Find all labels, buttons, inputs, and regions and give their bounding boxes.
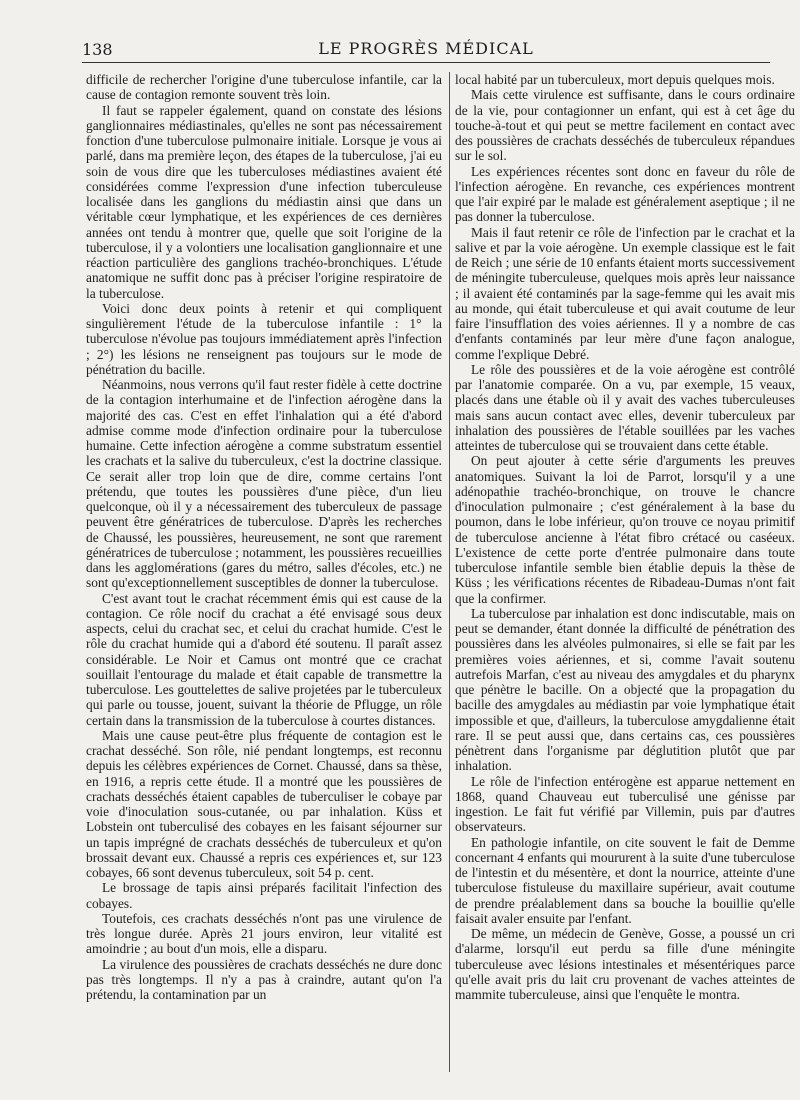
paragraph: local habité par un tuberculeux, mort depuis quelques mois. [455, 72, 775, 87]
paragraph: Le brossage de tapis ainsi préparés facilitait l'infection des cobayes. [86, 880, 442, 911]
paragraph: Il faut se rappeler également, quand on constate des lésions ganglionnaires médiastinales, qu'elles ne sont pas nécessairement fonction d'une tuberculose pulmonaire initiale. Lorsque je vous ai parlé, dans ma première leçon, des étapes de la tuberculose, j'ai eu soin de vous dire que les tuberculoses médiastines avaient été considérées comme l'expression d'une infection tuberculeuse localisée dans les ganglions du médiastin ainsi que dans un véritable cœur lymphatique, et les expériences de ces dernières années ont tendu à montrer que, quelle que soit l'origine de la tuberculose, il y a volontiers une localisation ganglionnaire et une réaction particulière des ganglions trachéo-bronchiques. L'étude anatomique ne suffit donc pas à préciser l'origine respiratoire de la tuberculose. [86, 102, 442, 301]
paragraph: Néanmoins, nous verrons qu'il faut rester fidèle à cette doctrine de la contagion interhumaine et de l'infection aérogène dans la majorité des cas. C'est en effet l'inhalation qui a été d'abord admise comme mode d'infection ordinaire pour la tuberculose humaine. Cette infection aérogène a comme substratum essentiel les crachats et la salive du tuberculeux, c'est la doctrine classique. Ce serait aller trop loin que de dire, comme certains l'ont prétendu, que toutes les poussières d'une pièce, d'un lieu quelconque, où il y a nécessairement des tuberculeux de passage peuvent être génératrices de tuberculose. D'après les recherches de Chaussé, les poussières, heureusement, ne sont que rarement génératrices de tuberculose ; notamment, les poussières recueillies dans les agglomérations (gares du métro, salles d'écoles, etc.) ne sont qu'exceptionnellement susceptibles de donner la tuberculose. [86, 377, 442, 591]
paragraph: Toutefois, ces crachats desséchés n'ont pas une virulence de très longue durée. Après 21 jours environ, leur vitalité est amoindrie ; au bout d'un mois, elle a disparu. [86, 910, 442, 957]
paragraph: difficile de rechercher l'origine d'une tuberculose infantile, car la cause de contagion remonte souvent très loin. [86, 72, 442, 103]
paragraph: Mais une cause peut-être plus fréquente de contagion est le crachat desséché. Son rôle, nié pendant longtemps, est reconnu depuis les célèbres expériences de Cornet. Chaussé, dans sa thèse, en 1916, a repris cette étude. Il a montré que les poussières de crachats desséchés étaient capables de tuberculiser le cobaye par voie d'inoculation sous-cutanée, ou par inhalation. Küss et Lobstein ont tuberculisé des cobayes en les faisant séjourner sur un tapis imprégné de crachats desséchés de tuberculeux et qu'on brossait devant eux. Chaussé a repris ces expériences et, sur 123 cobayes, 66 sont devenus tuberculeux, soit 54 p. cent. [86, 727, 442, 880]
paragraph: La virulence des poussières de crachats desséchés ne dure donc pas très longtemps. Il n'y a pas à craindre, autant qu'on l'a prétendu, la contamination par un [86, 956, 442, 1002]
page-number: 138 [82, 40, 113, 59]
left-column [86, 72, 442, 1082]
paragraph: Voici donc deux points à retenir et qui compliquent singulièrement l'étude de la tuberculose infantile : 1° la tuberculose n'évolue pas toujours immédiatement après l'infection ; 2°) les lésions ne renseignent pas toujours sur le mode de pénétration du bacille. [86, 300, 442, 377]
right-column [455, 72, 795, 1082]
paragraph: Les expériences récentes sont donc en faveur du rôle de l'infection aérogène. En revanche, ces expériences montrent que l'air expiré par le malade est généralement aseptique ; il ne pas donner la tuberculose. [455, 163, 795, 225]
paragraph: La tuberculose par inhalation est donc indiscutable, mais on peut se demander, étant donnée la difficulté de pénétration des poussières dans les alvéoles pulmonaires, si elle se fait par les premières voies aériennes, et si, comme l'avait soutenu autrefois Marfan, c'est au niveau des amygdales et du pharynx que pénètre le bacille. On a objecté que la propagation du bacille des amygdales au médiastin par voie lymphatique était impossible et que, d'ailleurs, la tuberculose amygdalienne était rare. Il se peut aussi que, dans certains cas, ces poussières pénètrent dans l'organisme par déglutition plutôt que par inhalation. [455, 605, 795, 774]
page-header [82, 38, 770, 63]
paragraph: Le rôle de l'infection entérogène est apparue nettement en 1868, quand Chauveau eut tuberculisé une génisse par ingestion. Le fait fut vérifié par Villemin, puis par d'autres observateurs. [455, 773, 795, 835]
running-title: LE PROGRÈS MÉDICAL [318, 39, 534, 58]
column-divider [449, 72, 450, 1072]
paragraph: Mais il faut retenir ce rôle de l'infection par le crachat et la salive et par la voie aérogène. Un exemple classique est le fait de Reich ; une série de 10 enfants étaient morts successivement de méningite tuberculeuse, quelques mois après leur naissance ; il avaient été contaminés par la sage-femme qui les avait mis au monde, qui était tuberculeuse et qui avait coutume de leur faire l'insufflation des voies aériennes. Il y a nombre de cas d'enfants contaminés par leur mère d'une façon analogue, comme l'explique Debré. [455, 224, 795, 362]
paragraph: Le rôle des poussières et de la voie aérogène est contrôlé par l'anatomie comparée. On a vu, par exemple, 15 veaux, placés dans une étable où il y avait des vaches tuberculeuses mais sans aucun contact avec elles, devenir tuberculeux par inhalation des poussières de l'étable souillées par les vaches atteintes de tuberculose qui se trouvaient dans cette étable. [455, 361, 795, 453]
paragraph: Mais cette virulence est suffisante, dans le cours ordinaire de la vie, pour contagionner un enfant, qui est à cet âge du touche-à-tout et qui peut se mettre facilement en contact avec des poussières de crachats desséchés de tuberculeux répandues sur le sol. [455, 87, 795, 164]
paragraph: De même, un médecin de Genève, Gosse, a poussé un cri d'alarme, lorsqu'il eut perdu sa fille d'une méningite tuberculeuse avec lésions intestinales et mésentériques parce qu'elle avait pris du lait cru provenant de vaches atteintes de mammite tuberculeuse, ainsi que l'enquête le montra. [455, 926, 795, 1002]
paragraph: En pathologie infantile, on cite souvent le fait de Demme concernant 4 enfants qui moururent à la suite d'une tuberculose de l'intestin et du mésentère, et dont la nourrice, atteinte d'une tuberculose fistuleuse du maxillaire supérieur, avait coutume de prendre préalablement dans sa bouche la bouillie qu'elle faisait avaler ensuite par l'enfant. [455, 834, 795, 926]
paragraph: On peut ajouter à cette série d'arguments les preuves anatomiques. Suivant la loi de Parrot, lorsqu'il y a une adénopathie trachéo-bronchique, on trouve le chancre d'inoculation pulmonaire ; c'est généralement à la base du poumon, dans le lobe inférieur, qu'on trouve ce noyau primitif de tuberculose ancienne à l'état fibro crétacé ou caséeux. L'existence de cette porte d'entrée pulmonaire dans toute tuberculose infantile semble bien établie depuis la thèse de Küss ; les vérifications récentes de Ribadeau-Dumas n'ont fait que la confirmer. [455, 453, 795, 606]
paragraph: C'est avant tout le crachat récemment émis qui est cause de la contagion. Ce rôle nocif du crachat a été envisagé sous deux aspects, celui du crachat sec, et celui du crachat humide. C'est le rôle du crachat humide qui a d'abord été soutenu. Il paraît assez considérable. Le Noir et Camus ont montré que ce crachat souillait l'entourage du malade et était capable de transmettre la tuberculose. Les gouttelettes de salive projetées par le tuberculeux qui parle ou tousse, jouent, suivant la théorie de Pflugge, un rôle certain dans la transmission de la tuberculose à courtes distances. [86, 590, 442, 728]
